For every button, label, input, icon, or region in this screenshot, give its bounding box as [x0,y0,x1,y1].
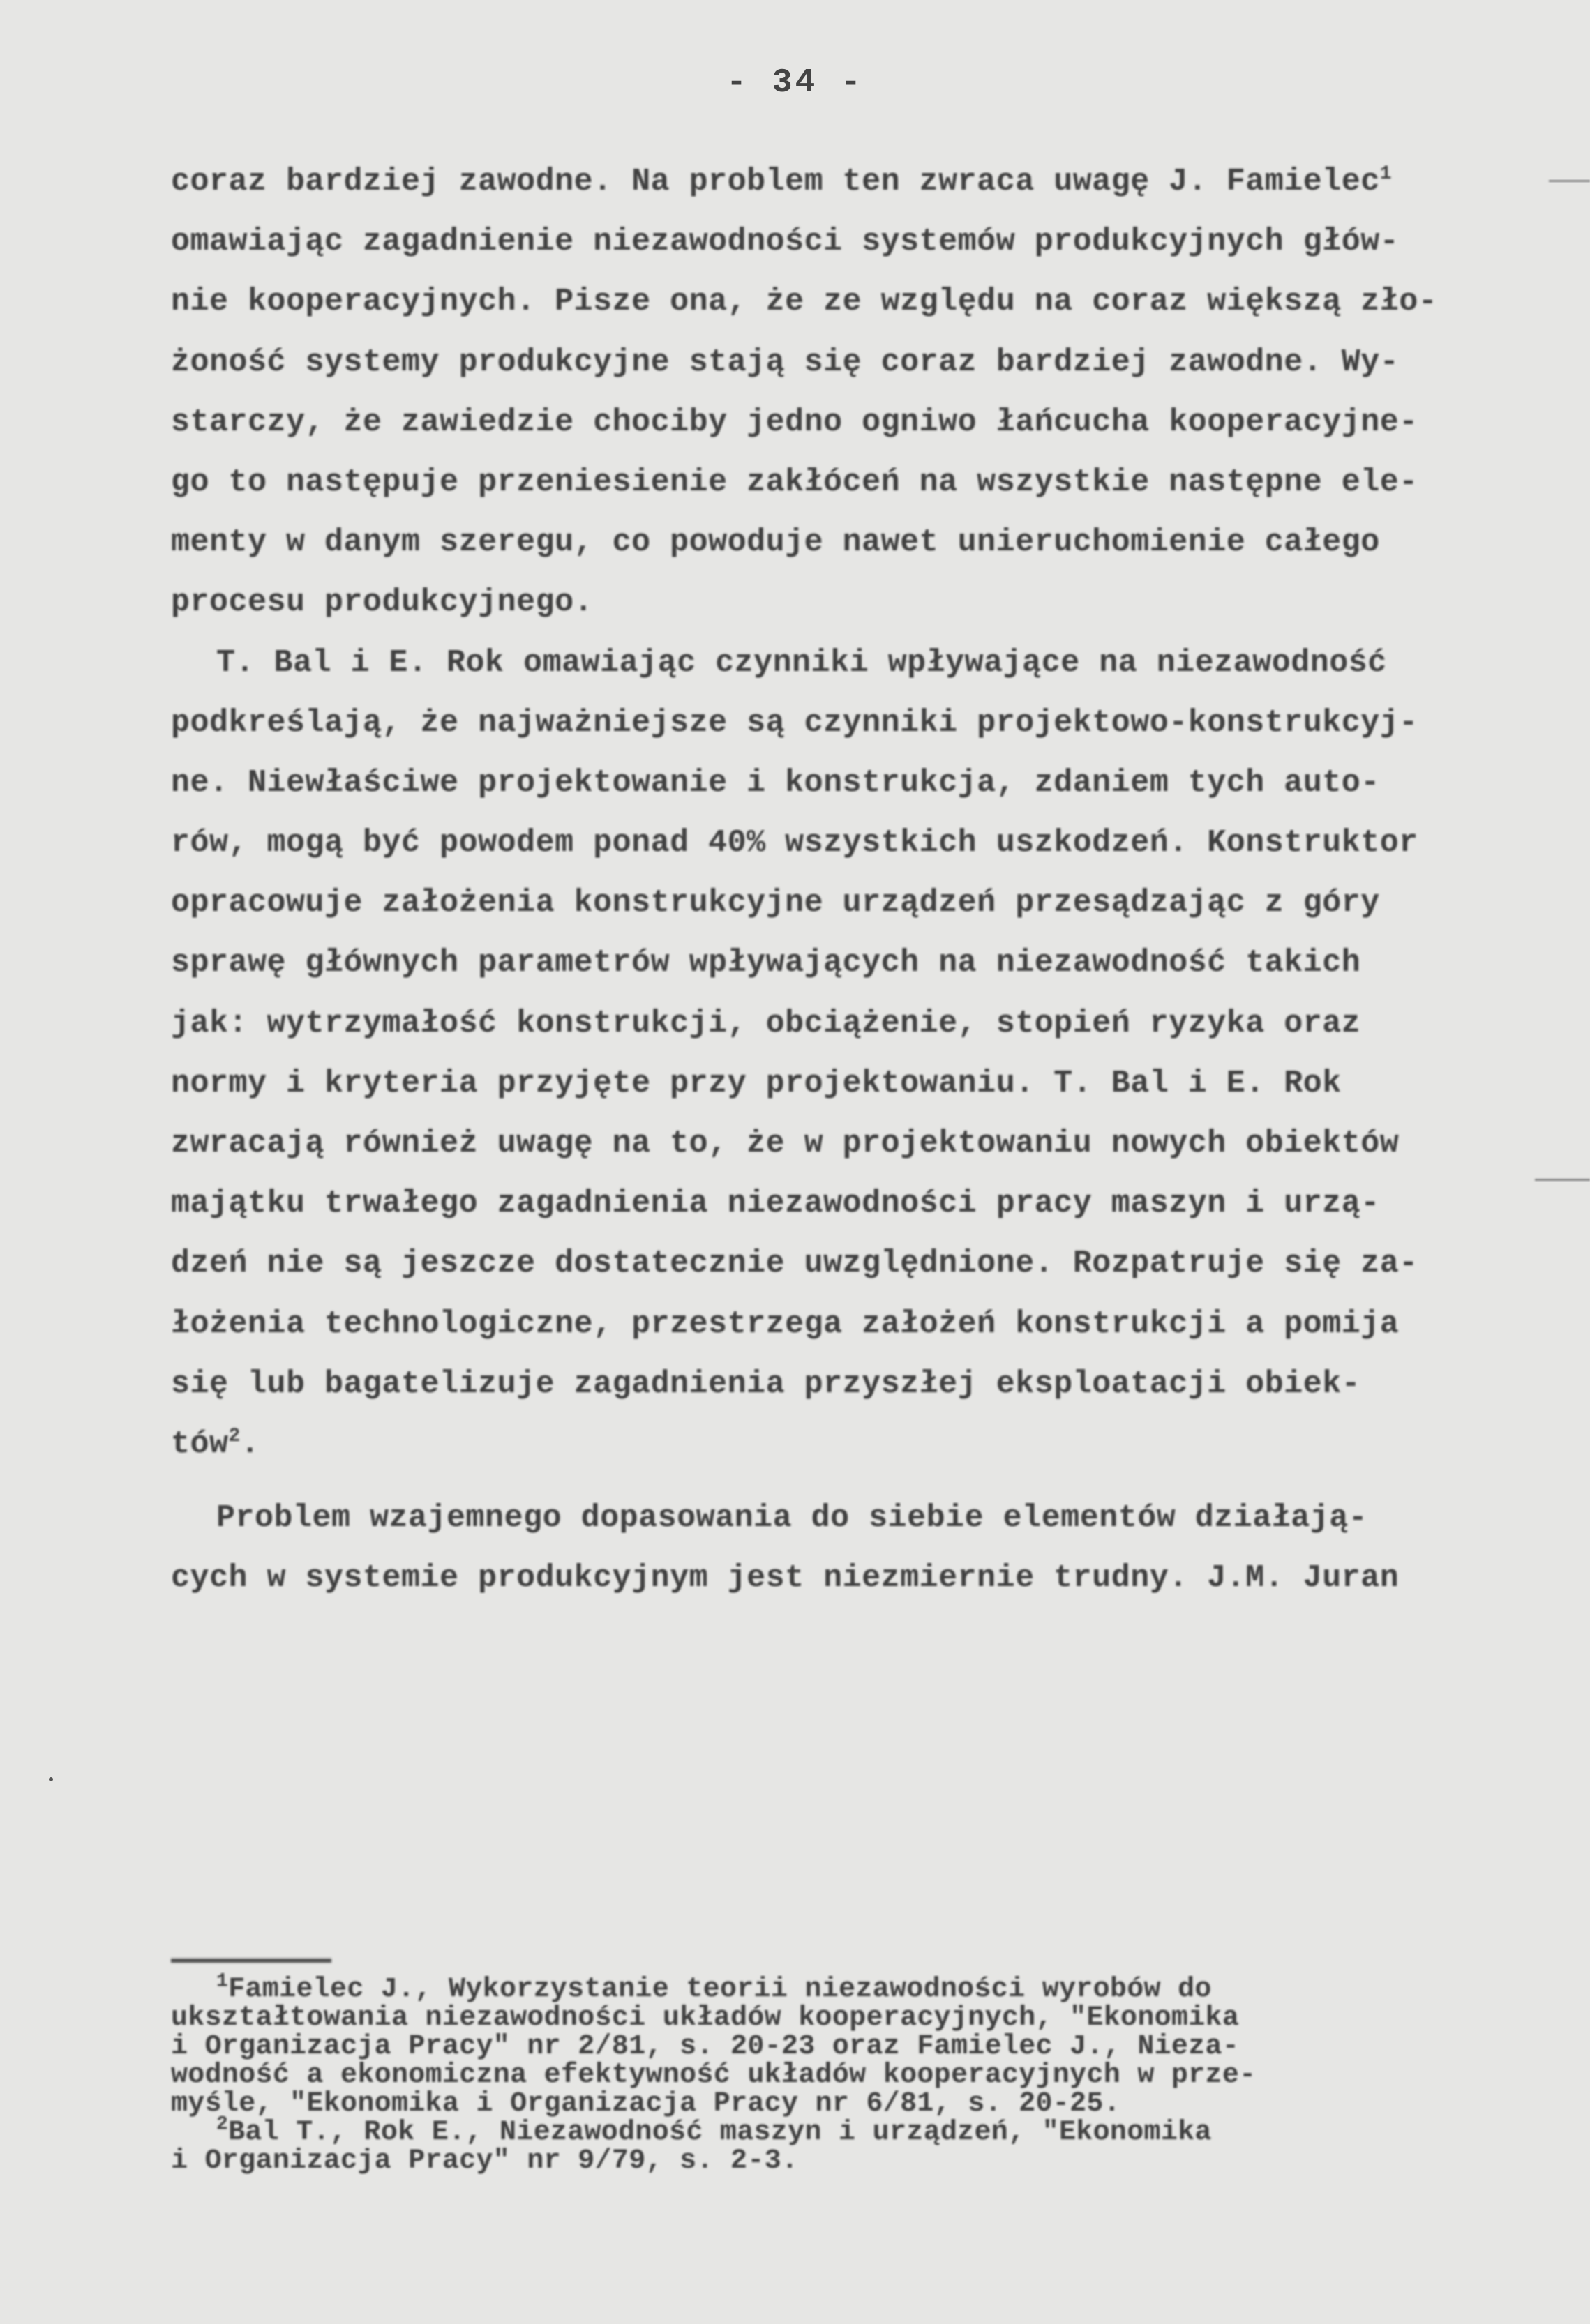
text-line [171,152,1531,212]
text-line: ne. Niewłaściwe projektowanie i konstrukcja, zdaniem tych auto- [171,764,1380,801]
text-line: dzeń nie są jeszcze dostatecznie uwzględnione. Rozpatruje się za- [171,1246,1418,1282]
scan-edge-mark [1549,180,1590,182]
text-line: łożenia technologiczne, przestrzega założeń konstrukcji a pomija [171,1306,1400,1342]
footnote-1-line [171,1970,1531,2005]
footnote-text: Famielec J., Wykorzystanie teorii niezawodności wyrobów do [228,1974,1212,2005]
footnote-marker-2: 2 [216,2113,229,2136]
text-line: omawiając zagadnienie niezawodności systemów produkcyjnych głów- [171,224,1400,260]
text-line: go to następuje przeniesienie zakłóceń na wszystkie następne ele- [171,464,1418,500]
line-text: coraz bardziej zawodne. Na problem ten zwraca uwagę J. Famielec [171,164,1380,199]
footnotes [171,1970,1531,2177]
footnote-separator [171,1959,331,1963]
text-line: procesu produkcyjnego. [171,584,594,621]
line-text: tów [171,1426,229,1462]
text-line: normy i kryteria przyjęte przy projektowaniu. T. Bal i E. Rok [171,1065,1342,1101]
text-line: żoność systemy produkcyjne stają się coraz bardziej zawodne. Wy- [171,344,1400,380]
text-line: majątku trwałego zagadnienia niezawodności pracy maszyn i urzą- [171,1186,1380,1222]
text-line: opracowuje założenia konstrukcyjne urządzeń przesądzając z góry [171,885,1380,921]
footnote-1-line: wodność a ekonomiczna efektywność układów kooperacyjnych w prze- [171,2060,1257,2091]
text-line: starczy, że zawiedzie chociby jedno ogniwo łańcucha kooperacyjne- [171,404,1418,440]
footnote-marker-1: 1 [216,1970,229,1993]
footnote-2-line [171,2113,1531,2148]
paragraph-start-line: Problem wzajemnego dopasowania do siebie elementów działają- [216,1500,1368,1537]
footnote-ref-2: 2 [228,1425,241,1447]
line-text-end: . [240,1426,260,1462]
footnote-text: Bal T., Rok E., Niezawodność maszyn i urządzeń, "Ekonomika [228,2117,1212,2148]
text-line: menty w danym szeregu, co powoduje nawet unieruchomienie całego [171,525,1380,561]
footnote-1-line: i Organizacja Pracy" nr 2/81, s. 20-23 oraz Famielec J., Nieza- [171,2031,1240,2062]
text-line: rów, mogą być powodem ponad 40% wszystkich uszkodzeń. Konstruktor [171,825,1418,861]
footnote-ref-1: 1 [1379,163,1393,185]
page-number: - 34 - [726,64,864,102]
text-line: jak: wytrzymałość konstrukcji, obciążenie, stopień ryzyka oraz [171,1005,1361,1041]
text-line: podkreślają, że najważniejsze są czynniki projektowo-konstrukcyj- [171,704,1418,741]
text-line: cych w systemie produkcyjnym jest niezmiernie trudny. J.M. Juran [171,1560,1400,1597]
scan-speck [49,1777,53,1781]
text-line: zwracają również uwagę na to, że w projektowaniu nowych obiektów [171,1126,1400,1161]
body-text [171,152,1531,1609]
text-line: się lub bagatelizuje zagadnienia przyszłej eksploatacji obiek- [171,1366,1361,1402]
footnote-2-line: i Organizacja Pracy" nr 9/79, s. 2-3. [171,2145,799,2177]
paragraph-start-line: T. Bal i E. Rok omawiając czynniki wpływające na niezawodność [216,644,1387,681]
footnote-1-line: myśle, "Ekonomika i Organizacja Pracy nr 6/81, s. 20-25. [171,2088,1121,2120]
scan-edge-mark [1535,1179,1590,1181]
text-line: nie kooperacyjnych. Pisze ona, że ze względu na coraz większą zło- [171,284,1438,320]
footnote-1-line: ukształtowania niezawodności układów kooperacyjnych, "Ekonomika [171,2002,1240,2034]
text-line [171,1414,1531,1474]
text-line: sprawę głównych parametrów wpływających na niezawodność takich [171,945,1361,981]
